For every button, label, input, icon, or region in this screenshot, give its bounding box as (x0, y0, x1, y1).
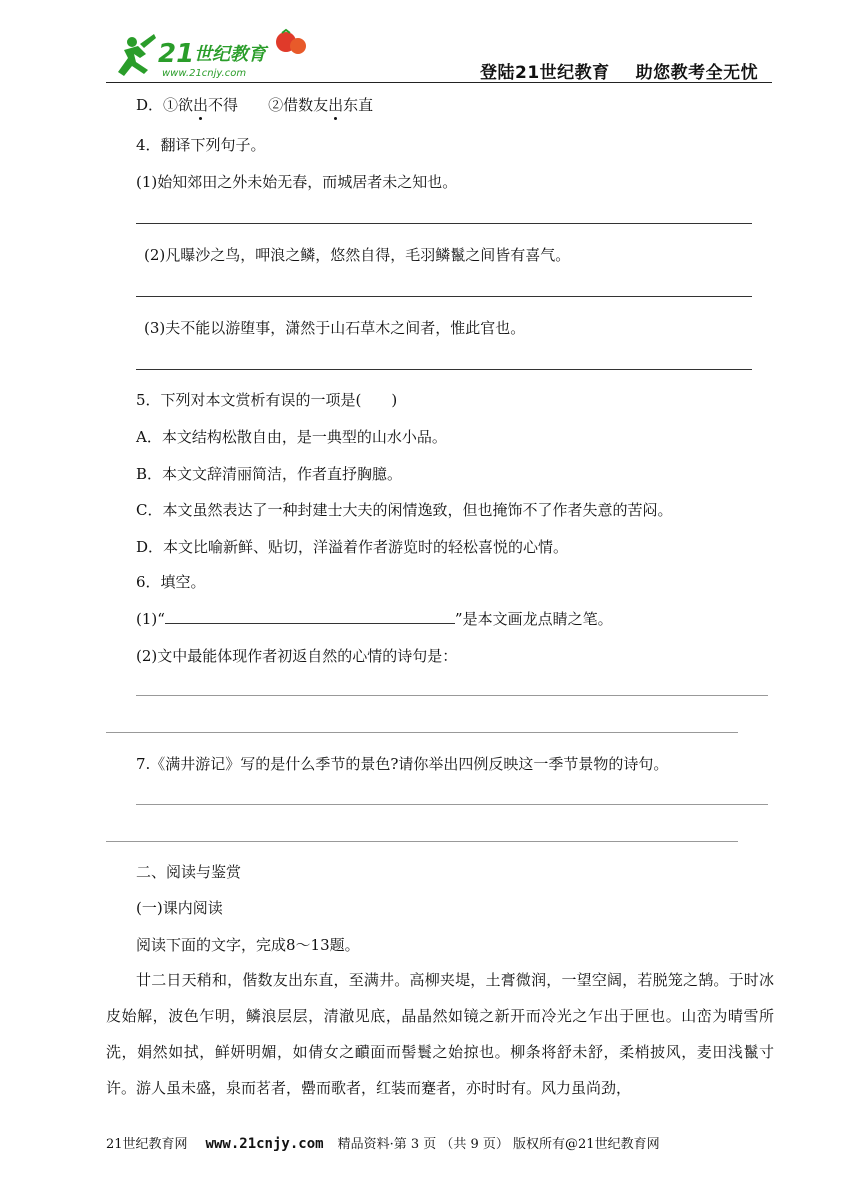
q5-option-d: D．本文比喻新鲜、贴切，洋溢着作者游览时的轻松喜悦的心情。 (136, 538, 569, 556)
header-slogan (480, 58, 758, 83)
answer-line[interactable] (136, 369, 752, 370)
q4-sentence-1: (1)始知郊田之外未始无春，而城居者未之知也。 (136, 173, 458, 191)
q5-option-c: C．本文虽然表达了一种封建士大夫的闲情逸致，但也掩饰不了作者失意的苦闷。 (136, 501, 673, 519)
q6-item-2: (2)文中最能体现作者初返自然的心情的诗句是： (136, 647, 458, 665)
q7-title: 7.《满井游记》写的是什么季节的景色?请你举出四例反映这一季节景物的诗句。 (136, 755, 669, 773)
answer-line[interactable] (136, 695, 768, 696)
fill-blank[interactable] (165, 609, 455, 624)
page-header (0, 0, 860, 92)
answer-line[interactable] (136, 223, 752, 224)
q6-title: 6．填空。 (136, 573, 206, 591)
svg-text:www.21cnjy.com: www.21cnjy.com (162, 68, 247, 79)
svg-text:21: 21 (158, 39, 195, 69)
q6-item-1: (1)“ ”是本文画龙点睛之笔。 (136, 610, 613, 628)
svg-text:世纪教育: 世纪教育 (194, 44, 266, 65)
emphasis-dot-char: 出 (328, 96, 344, 114)
answer-line[interactable] (136, 804, 768, 805)
running-figure-icon (118, 34, 156, 76)
section-2-title: 二、阅读与鉴赏 (136, 863, 242, 881)
footer-url[interactable]: www.21cnjy.com (205, 1136, 324, 1152)
q3-option-d: D．①欲出不得 ②借数友出东直 (136, 96, 374, 114)
page-footer (106, 1133, 660, 1152)
logo-21cnjy (110, 28, 310, 82)
answer-line[interactable] (106, 841, 738, 842)
section-2-subtitle: (一)课内阅读 (136, 899, 223, 917)
header-divider (106, 82, 772, 83)
q4-sentence-2: (2)凡曝沙之鸟，呷浪之鳞，悠然自得，毛羽鳞鬣之间皆有喜气。 (144, 246, 571, 264)
answer-line[interactable] (136, 296, 752, 297)
emphasis-dot-char: 出 (193, 96, 209, 114)
answer-line[interactable] (106, 732, 738, 733)
q4-sentence-3: (3)夫不能以游堕事，潇然于山石草木之间者，惟此官也。 (144, 319, 526, 337)
q4-title: 4．翻译下列句子。 (136, 136, 266, 154)
footer-site: 21世纪教育网 (106, 1137, 188, 1152)
header-slogan-left: 登陆21世纪教育 (480, 63, 610, 83)
header-slogan-right: 助您教考全无忧 (635, 63, 759, 83)
q5-title: 5．下列对本文赏析有误的一项是( ) (136, 391, 398, 409)
q5-option-b: B．本文文辞清丽简洁，作者直抒胸臆。 (136, 465, 403, 483)
q5-option-a: A．本文结构松散自由，是一典型的山水小品。 (136, 428, 447, 446)
footer-page-info: 精品资料·第 3 页 （共 9 页） 版权所有@21世纪教育网 (337, 1137, 660, 1152)
reading-instruction: 阅读下面的文字，完成8～13题。 (136, 936, 360, 954)
reading-passage: 廿二日天稍和，偕数友出东直，至满井。高柳夹堤，土膏微润，一望空阔，若脱笼之鹄。于时冰皮始解，波色乍明，鳞浪层层，清澈见底，晶晶然如镜之新开而冷光之乍出于匣也。山峦为晴雪所洗，娟然如拭，鲜妍明媚，如倩女之靧面而髻鬟之始掠也。柳条将舒未舒，柔梢披风，麦田浅鬣寸许。游人虽未盛，泉而茗者，罍而歌者，红装而蹇者，亦时时有。风力虽尚劲， (106, 971, 774, 1097)
